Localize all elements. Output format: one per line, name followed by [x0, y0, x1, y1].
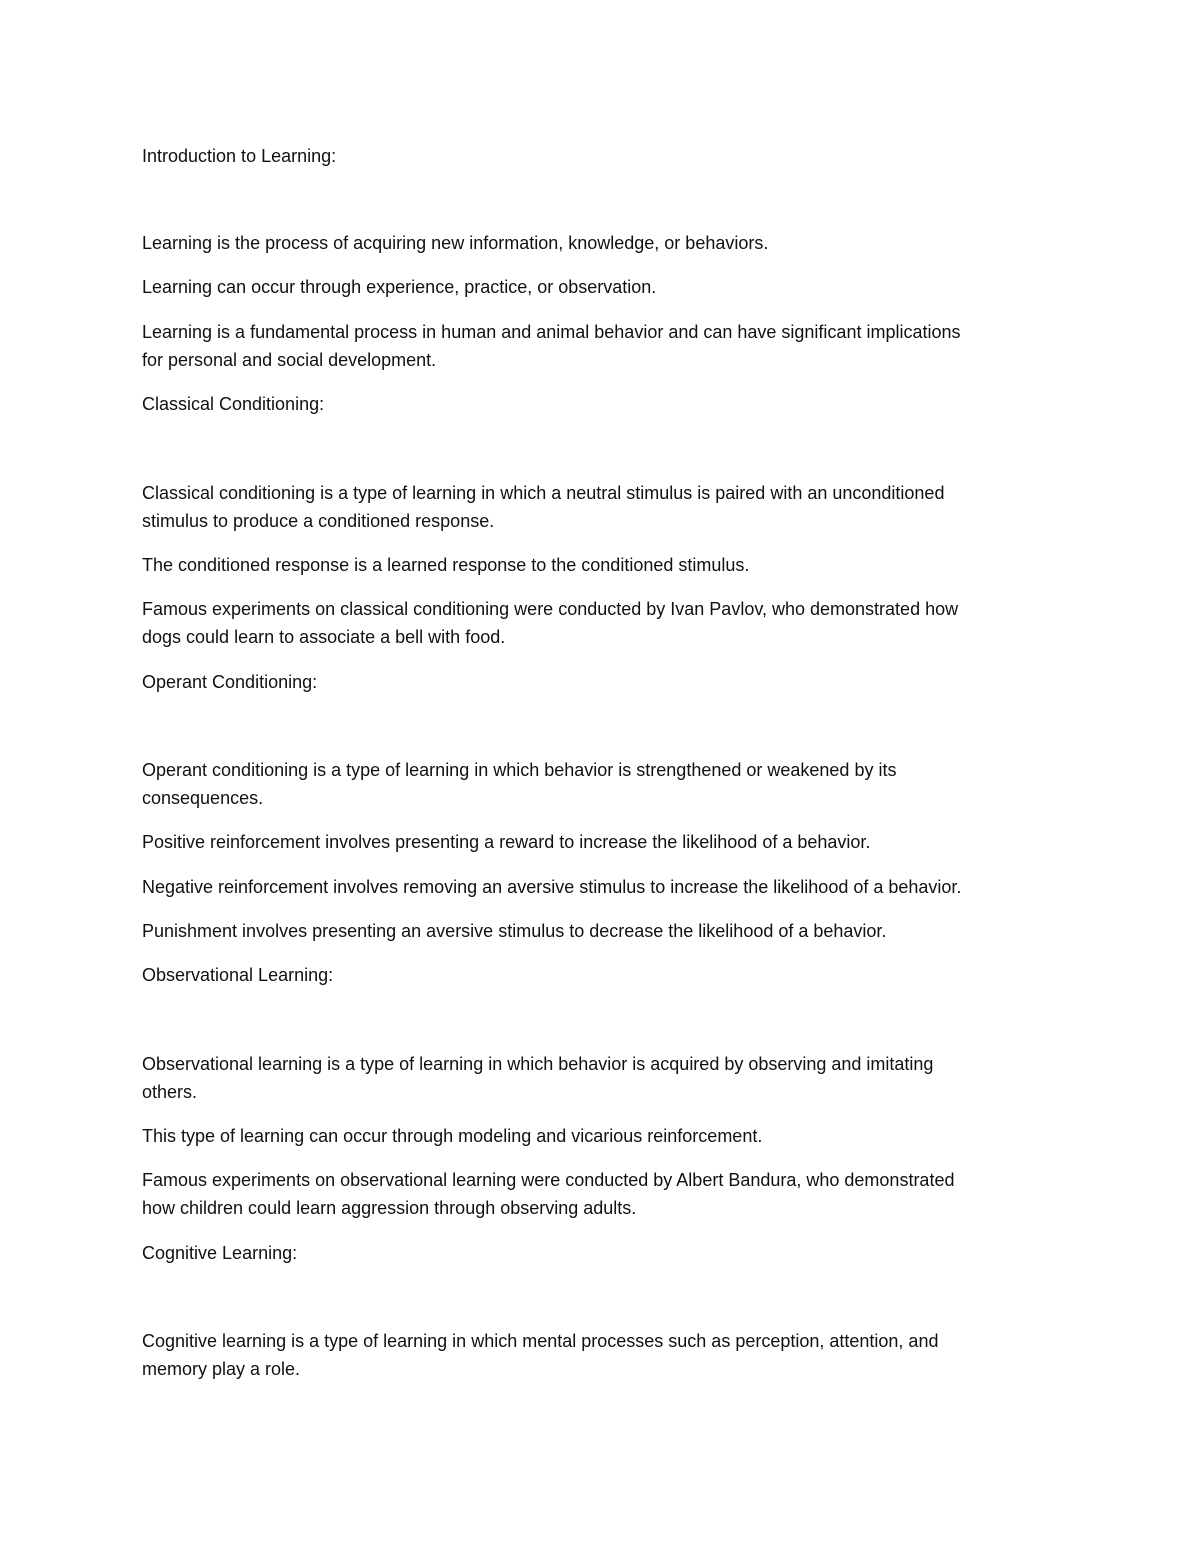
paragraph-line: The conditioned response is a learned response to the conditioned stimulus.	[142, 555, 750, 575]
paragraph-line: Punishment involves presenting an aversive stimulus to decrease the likelihood of a behavior.	[142, 921, 887, 941]
section-heading: Cognitive Learning:	[142, 1243, 298, 1263]
paragraph-line: Learning is a fundamental process in human and animal behavior and can have significant implications	[142, 322, 961, 342]
section-heading: Introduction to Learning:	[142, 146, 337, 166]
paragraph-line: Operant conditioning is a type of learning in which behavior is strengthened or weakened by its	[142, 760, 897, 780]
paragraph-line: Learning is the process of acquiring new information, knowledge, or behaviors.	[142, 233, 769, 253]
section-heading: Operant Conditioning:	[142, 672, 318, 692]
paragraph-line: memory play a role.	[142, 1359, 301, 1379]
section-heading: Classical Conditioning:	[142, 394, 325, 414]
paragraph-line: stimulus to produce a conditioned response.	[142, 511, 495, 531]
paragraph-line: dogs could learn to associate a bell with food.	[142, 627, 506, 647]
paragraph-line: how children could learn aggression through observing adults.	[142, 1198, 637, 1218]
paragraph-line: consequences.	[142, 788, 264, 808]
paragraph-line: Learning can occur through experience, practice, or observation.	[142, 277, 657, 297]
paragraph-line: This type of learning can occur through modeling and vicarious reinforcement.	[142, 1126, 763, 1146]
paragraph-line: Cognitive learning is a type of learning in which mental processes such as perception, attention, and	[142, 1331, 939, 1351]
paragraph-line: for personal and social development.	[142, 350, 437, 370]
paragraph-line: Positive reinforcement involves presenting a reward to increase the likelihood of a behavior.	[142, 832, 871, 852]
paragraph-line: Classical conditioning is a type of learning in which a neutral stimulus is paired with an unconditioned	[142, 483, 945, 503]
section-heading: Observational Learning:	[142, 965, 334, 985]
paragraph-line: others.	[142, 1082, 198, 1102]
paragraph-line: Famous experiments on observational learning were conducted by Albert Bandura, who demonstrated	[142, 1170, 955, 1190]
paragraph-line: Famous experiments on classical conditioning were conducted by Ivan Pavlov, who demonstrated how	[142, 599, 959, 619]
paragraph-line: Observational learning is a type of learning in which behavior is acquired by observing and imitating	[142, 1054, 934, 1074]
paragraph-line: Negative reinforcement involves removing an aversive stimulus to increase the likelihood of a behavior.	[142, 877, 962, 897]
